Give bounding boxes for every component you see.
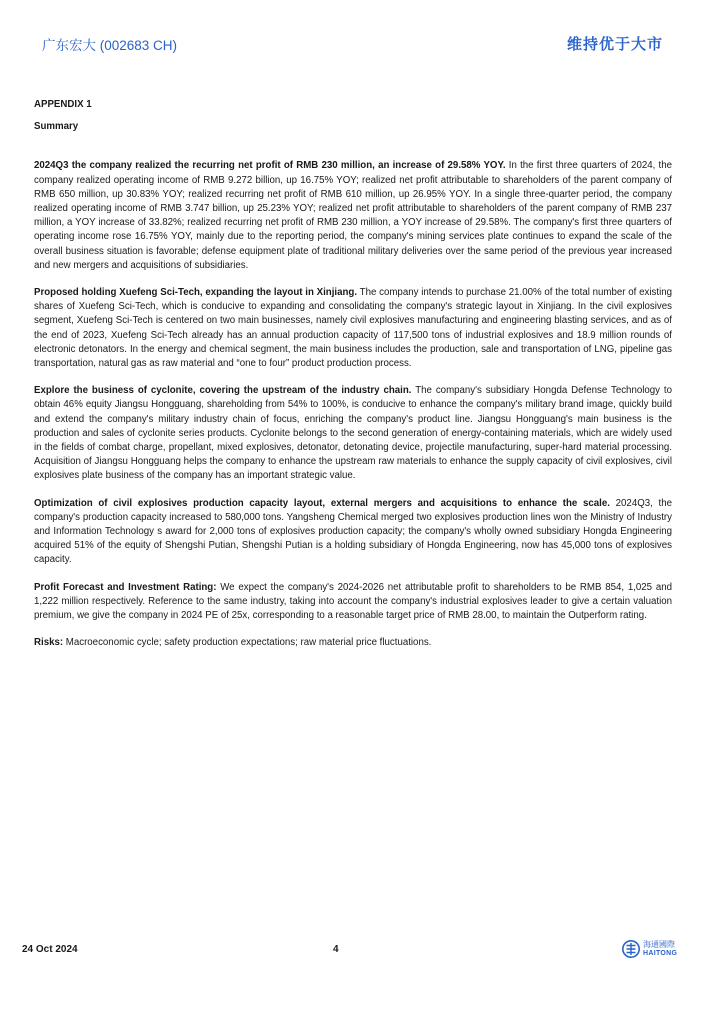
- paragraph-forecast: [34, 581, 672, 624]
- company-ticker: 广东宏大 (002683 CH): [42, 38, 178, 53]
- summary-label: Summary: [34, 121, 79, 133]
- paragraph-xuefeng: [34, 286, 672, 371]
- paragraph-q3-results: [34, 159, 672, 273]
- paragraph-lead: Optimization of civil explosives production capacity layout, external mergers and acquisitions to enhance the scale.: [34, 497, 610, 509]
- haitong-logo-icon: [622, 940, 640, 958]
- paragraph-body: In the first three quarters of 2024, the company realized operating income of RMB 9.272 billion, up 16.75% YOY; realized net profit attributable to shareholders of the parent company of RMB 650 million, up 30.83% YOY; realized recurring net profit of RMB 610 million, up 26.95% YOY. In a single three-quarter period, the company realized operating income of RMB 3.747 billion, up 25.23% YOY; realized net profit attributable to shareholders of the parent company of RMB 237 million, a YOY increase of 33.82%; realized recurring net profit of RMB 230 million, a YOY increase of 29.58%. The company's first three quarters of operating income rose 16.75% YOY, mainly due to the reporting period, the company's mining services plate continues to expand the scale of the overall business situation is favorable; defense equipment plate of traditional military deliveries over the same period of the previous year increased and new mergers and acquisitions of subsidiaries.: [34, 160, 672, 271]
- logo-english-text: HAITONG: [643, 950, 678, 957]
- paragraph-lead: Proposed holding Xuefeng Sci-Tech, expanding the layout in Xinjiang.: [34, 287, 358, 299]
- paragraph-body: The company intends to purchase 21.00% of the total number of existing shares of Xuefeng Sci-Tech, which is conducive to expanding and consolidating the company's strategic layout in Xinjiang. In the civil explosives segment, Xuefeng Sci-Tech is centered on two main businesses, namely civil explosives manufacturing and engineering blasting services, and as of the end of 2023, Xuefeng Sci-Tech already has an annual production capacity of 117,500 tons of industrial explosives and 18.9 million rounds of electronic detonators. In the energy and chemical segment, the main business includes the production, sale and transportation of LNG, pipeline gas transportation, natural gas as raw material and “one to four” product production process.: [34, 287, 673, 370]
- report-date: 24 Oct 2024: [22, 944, 78, 955]
- paragraph-body: Macroeconomic cycle; safety production expectations; raw material price fluctuations.: [63, 637, 432, 649]
- paragraph-lead: Risks:: [34, 637, 64, 649]
- paragraph-lead: 2024Q3 the company realized the recurring net profit of RMB 230 million, an increase of 29.58% YOY.: [34, 160, 506, 172]
- paragraph-lead: Profit Forecast and Investment Rating:: [34, 581, 217, 593]
- paragraph-lead: Explore the business of cyclonite, covering the upstream of the industry chain.: [34, 385, 412, 397]
- haitong-logo: [622, 940, 677, 958]
- rating-slogan: 维持优于大市: [566, 36, 663, 53]
- paragraph-body: We expect the company's 2024-2026 net attributable profit to shareholders to be RMB 854, 1,025 and 1,222 million respectively. Reference to the same industry, taking into account the company's industrial explosives leader to give a certain valuation premium, we give the company in 2024 PE of 25x, corresponding to a reasonable target price of RMB 28.00, to maintain the Outperform rating.: [34, 581, 672, 622]
- paragraph-body: The company's subsidiary Hongda Defense Technology to obtain 46% equity Jiangsu Hongguang, shareholding from 54% to 100%, is conducive to enhance the company's military brand image, quickly build and extend the company's military industry chain of focus, enriching the company's product line. Jiangsu Hongguang's main business is the production and sales of cyclonite series products. Cyclonite belongs to the second generation of energy-containing materials, which are widely used in the fields of combat charge, propellant, mixed explosives, detonator, detonating device, projectile manufacturing, super-hard material processing. Acquisition of Jiangsu Hongguang helps the company to enhance the upstream raw materials to enhance the supply capacity of civil explosives, civil explosives plate business of the company has an important strategic value.: [34, 385, 672, 482]
- paragraph-cyclonite: [34, 384, 672, 483]
- page-number: 4: [333, 944, 339, 955]
- paragraph-capacity: [34, 497, 672, 568]
- paragraph-risks: [34, 636, 672, 650]
- paragraph-body: 2024Q3, the company's production capacity increased to 580,000 tons. Yangsheng Chemical merged two explosives production lines won the Ministry of Industry and Information Technology s award for 2,000 tons of explosives production capacity; the company's wholly owned subsidiary Hongda Engineering acquired 51% of the equity of Shengshi Putian, Shengshi Putian is a holding subsidiary of Hongda Engineering, now has 45,000 tons of explosives capacity.: [34, 497, 673, 566]
- report-body: [34, 98, 672, 664]
- logo-chinese-text: 海通國際: [643, 940, 675, 949]
- appendix-title: APPENDIX 1: [34, 99, 92, 110]
